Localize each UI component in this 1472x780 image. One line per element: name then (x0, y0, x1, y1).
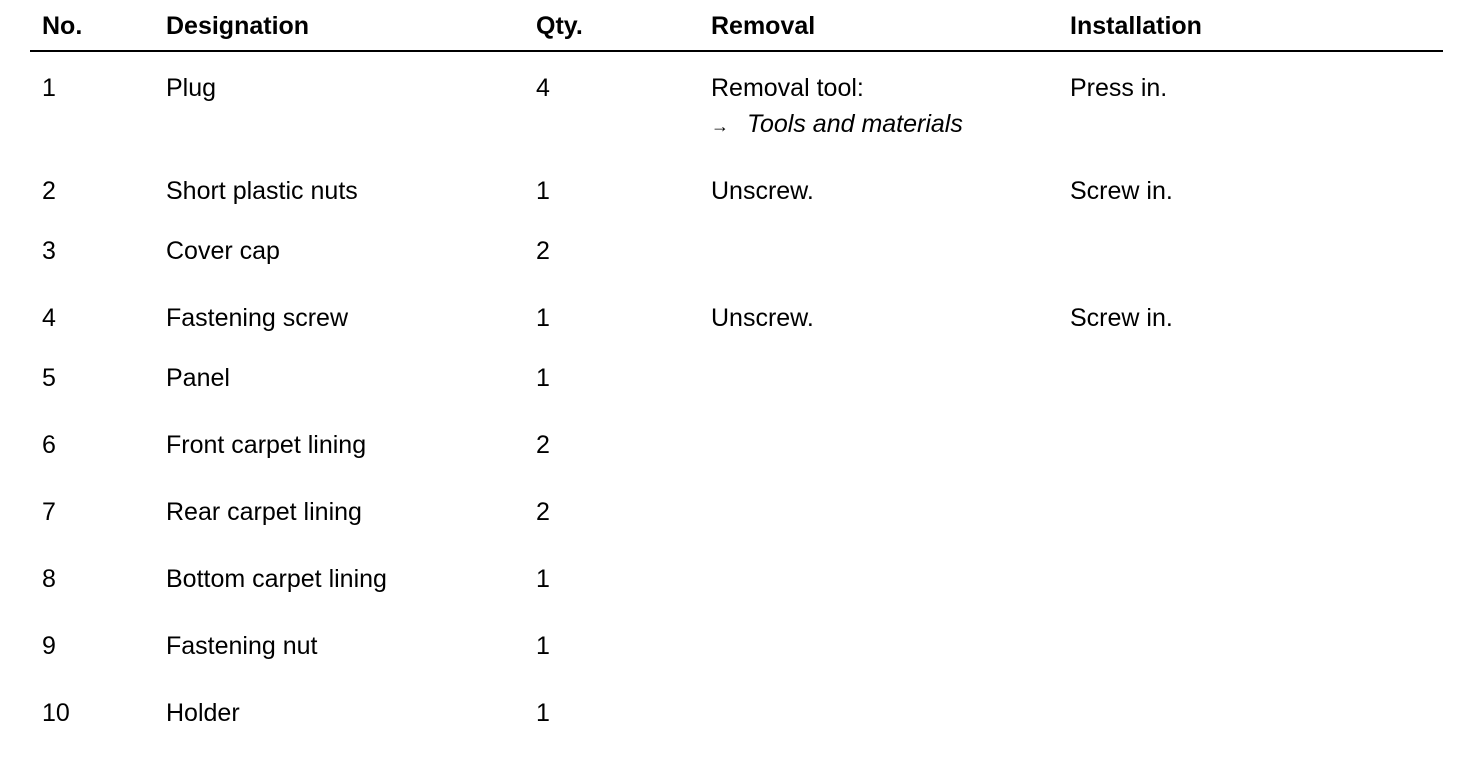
row-qty: 1 (536, 565, 550, 593)
row-no: 1 (42, 74, 56, 102)
row-qty: 2 (536, 237, 550, 265)
row-installation: Screw in. (1070, 304, 1173, 332)
table-row (0, 561, 1472, 601)
table-row (0, 427, 1472, 467)
row-designation: Fastening screw (166, 304, 349, 332)
row-no: 9 (42, 632, 56, 660)
table-row (0, 70, 1472, 150)
row-no: 6 (42, 431, 56, 459)
tools-reference-link[interactable]: Tools and materials (747, 110, 963, 138)
row-qty: 1 (536, 364, 550, 392)
row-no: 5 (42, 364, 56, 392)
tools-reference (711, 106, 963, 144)
row-designation: Short plastic nuts (166, 177, 358, 205)
row-removal: Removal tool: (711, 74, 864, 102)
header-installation: Installation (1070, 12, 1202, 40)
arrow-right-icon: → (711, 116, 729, 136)
row-no: 2 (42, 177, 56, 205)
row-no: 8 (42, 565, 56, 593)
row-designation: Plug (166, 74, 217, 102)
row-designation: Fastening nut (166, 632, 318, 660)
row-designation: Bottom carpet lining (166, 565, 387, 593)
row-designation: Panel (166, 364, 230, 392)
table-row (0, 360, 1472, 400)
header-rule (30, 50, 1443, 52)
row-no: 10 (42, 699, 70, 727)
table-row (0, 494, 1472, 534)
row-qty: 1 (536, 304, 550, 332)
row-installation: Screw in. (1070, 177, 1173, 205)
row-installation: Press in. (1070, 74, 1168, 102)
row-designation: Holder (166, 699, 240, 727)
row-qty: 2 (536, 431, 550, 459)
header-removal: Removal (711, 12, 816, 40)
table-row (0, 233, 1472, 273)
header-qty: Qty. (536, 12, 583, 40)
table-row (0, 173, 1472, 213)
row-removal: Unscrew. (711, 177, 814, 205)
row-designation: Rear carpet lining (166, 498, 362, 526)
row-no: 7 (42, 498, 56, 526)
row-no: 4 (42, 304, 56, 332)
table-row (0, 695, 1472, 735)
table-row (0, 628, 1472, 668)
row-qty: 4 (536, 74, 550, 102)
row-designation: Cover cap (166, 237, 280, 265)
table-row (0, 300, 1472, 340)
row-designation: Front carpet lining (166, 431, 367, 459)
row-qty: 2 (536, 498, 550, 526)
row-no: 3 (42, 237, 56, 265)
row-qty: 1 (536, 699, 550, 727)
table-header (0, 8, 1472, 44)
header-no: No. (42, 12, 83, 40)
row-qty: 1 (536, 177, 550, 205)
header-designation: Designation (166, 12, 310, 40)
row-qty: 1 (536, 632, 550, 660)
row-removal: Unscrew. (711, 304, 814, 332)
